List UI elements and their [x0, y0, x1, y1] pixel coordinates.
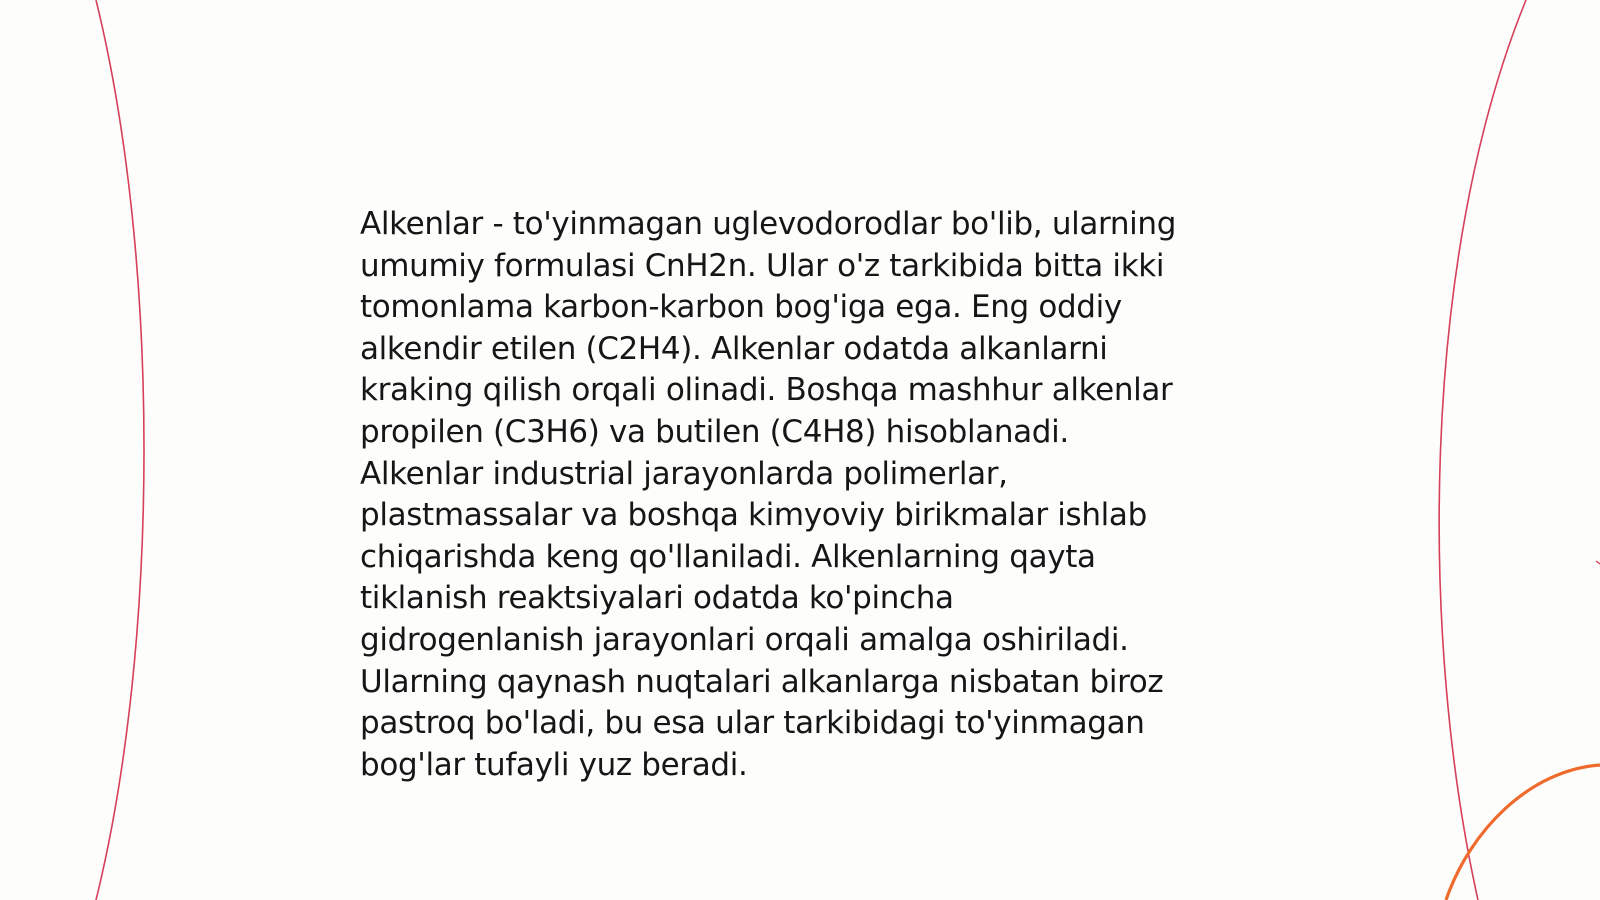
body-line: umumiy formulasi CnH2n. Ular o'z tarkibida bitta ikki: [360, 247, 1165, 284]
body-line: pastroq bo'ladi, bu esa ular tarkibidagi to'yinmagan: [360, 705, 1145, 742]
body-paragraph: [360, 204, 1260, 786]
body-line: propilen (C3H6) va butilen (C4H8) hisoblanadi.: [360, 413, 1069, 450]
body-line: tiklanish reaktsiyalari odatda ko'pincha: [360, 580, 954, 617]
edge-tick-mark: [1596, 561, 1600, 564]
body-line: tomonlama karbon-karbon bog'iga ega. Eng oddiy: [360, 289, 1122, 326]
right-curve-line: [1439, 0, 1526, 900]
body-line: plastmassalar va boshqa kimyoviy birikmalar ishlab: [360, 497, 1147, 534]
body-line: kraking qilish orqali olinadi. Boshqa mashhur alkenlar: [360, 372, 1173, 409]
body-line: Ularning qaynash nuqtalari alkanlarga nisbatan biroz: [360, 663, 1164, 700]
body-line: Alkenlar - to'yinmagan uglevodorodlar bo'lib, ularning: [360, 206, 1177, 242]
body-line: alkendir etilen (C2H4). Alkenlar odatda alkanlarni: [360, 330, 1108, 367]
body-line: chiqarishda keng qo'llaniladi. Alkenlarning qayta: [360, 538, 1096, 575]
body-line: bog'lar tufayli yuz beradi.: [360, 746, 748, 783]
accent-arc: [1446, 765, 1600, 900]
body-line: Alkenlar industrial jarayonlarda polimerlar,: [360, 455, 1008, 492]
left-curve-line: [96, 0, 144, 900]
body-line: gidrogenlanish jarayonlari orqali amalga oshiriladi.: [360, 621, 1129, 658]
